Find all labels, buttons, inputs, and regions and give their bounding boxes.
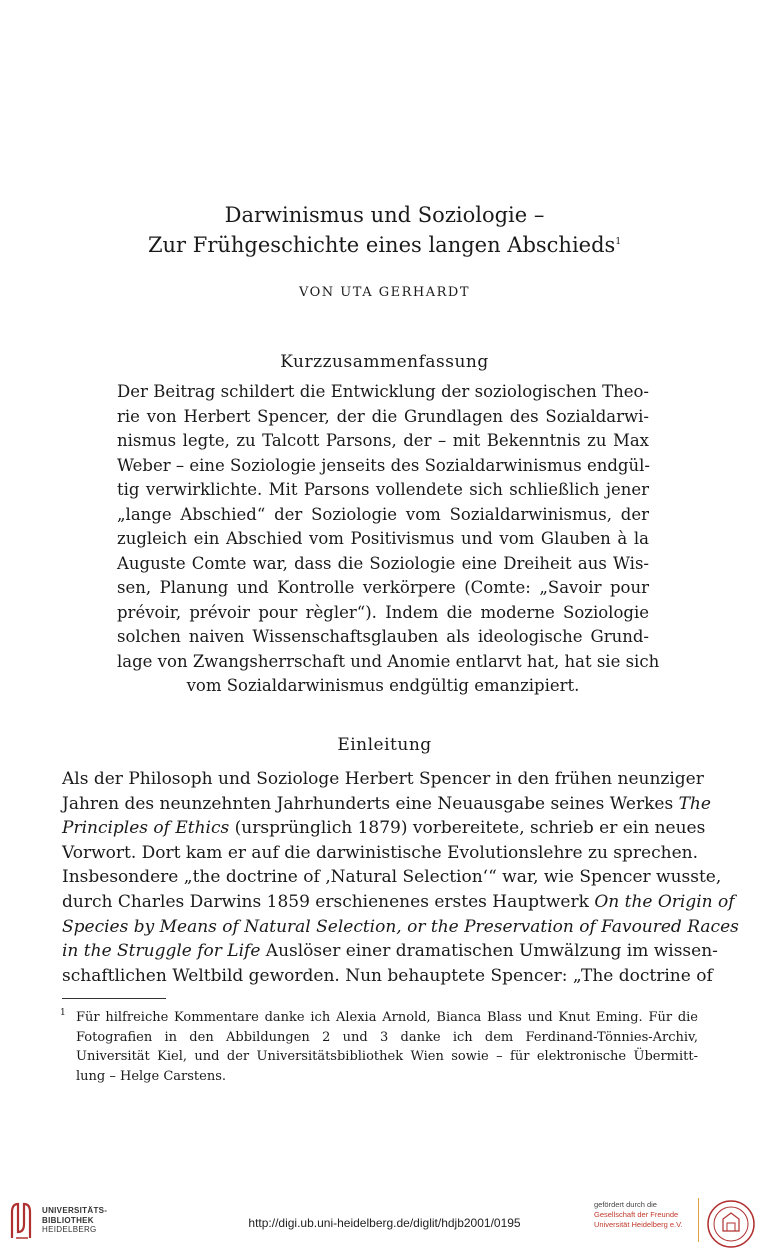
body-line: Vorwort. Dort kam er auf die darwinistische Evolutionslehre zu sprechen. [62,842,698,863]
article-title-line1: Darwinismus und Soziologie – [224,203,545,227]
university-seal-icon [706,1199,756,1249]
title-footnote-mark: 1 [615,237,622,247]
library-name: UNIVERSITÄTS- BIBLIOTHEK HEIDELBERG [42,1206,108,1234]
abstract-line: Der Beitrag schildert die Entwicklung der soziologischen Theo- [117,382,649,401]
abstract-line: zugleich ein Abschied vom Positivismus und vom Glauben à la [117,529,649,548]
introduction-heading: Einleitung [337,735,432,755]
abstract-line: lage von Zwangsherrschaft und Anomie entlarvt hat, hat sie sich [117,651,660,671]
abstract-paragraph [117,380,660,699]
article-title-line2: Zur Frühgeschichte eines langen Abschieds$^1$ [147,233,622,257]
abstract-line: rie von Herbert Spencer, der die Grundlagen des Sozialdarwi- [117,406,649,426]
footnote-divider [62,998,166,999]
footnote-line: Für hilfreiche Kommentare danke ich Alexia Arnold, Bianca Blass und Knut Eming. Für die [76,1010,698,1025]
footnote-line: Universität Kiel, und der Universitätsbibliothek Wien sowie – für elektronische Übermitt- [76,1049,698,1064]
abstract-line: vom Sozialdarwinismus endgültig emanzipiert. [186,676,580,695]
abstract-line: prévoir, prévoir pour règler“). Indem die moderne Soziologie [117,602,649,622]
body-line: durch Charles Darwins 1859 erschienenes erstes Hauptwerk On the Origin of [62,891,735,912]
footnote-line: Fotografien in den Abbildungen 2 und 3 danke ich dem Ferdinand-Tönnies-Archiv, [76,1029,698,1045]
body-line: Jahren des neunzehnten Jahrhunderts eine Neuausgabe seines Werkes The [62,793,711,814]
body-line: Principles of Ethics (ursprünglich 1879) vorbereitete, schrieb er ein neues [62,818,706,839]
introduction-paragraph [62,767,739,988]
body-line: in the Struggle for Life Auslöser einer dramatischen Umwälzung im wissen- [62,941,718,962]
footnote [62,1008,698,1086]
abstract-line: solchen naiven Wissenschaftsglauben als ideologische Grund- [117,627,649,646]
body-line: Insbesondere „the doctrine of ‚Natural Selection‘“ war, wie Spencer wusste, [62,867,722,888]
body-line: Als der Philosoph und Soziologe Herbert Spencer in den frühen neunziger [62,769,704,789]
abstract-line: nismus legte, zu Talcott Parsons, der – mit Bekenntnis zu Max [117,431,649,450]
abstract-line: sen, Planung und Kontrolle verkörpere (Comte: „Savoir pour [117,578,649,597]
footnote-mark: 1 [60,1008,66,1018]
author-byline: VON UTA GERHARDT [298,285,471,300]
abstract-line: Auguste Comte war, dass die Soziologie eine Dreiheit aus Wis- [117,553,649,573]
sponsor-credit: gefördert durch die Gesellschaft der Freunde Universität Heidelberg e.V. [594,1200,683,1229]
abstract-line: tig verwirklichte. Mit Parsons vollendete sich schließlich jener [117,480,649,499]
footnote-line: lung – Helge Carstens. [76,1068,227,1084]
sponsor-divider [698,1198,699,1242]
body-line: schaftlichen Weltbild geworden. Nun behauptete Spencer: „The doctrine of [62,965,713,986]
source-url-link[interactable]: http://digi.ub.uni-heidelberg.de/diglit/hdjb2001/0195 [248,1216,521,1230]
abstract-line: „lange Abschied“ der Soziologie vom Sozialdarwinismus, der [117,504,649,524]
body-line: Species by Means of Natural Selection, or the Preservation of Favoured Races [62,916,739,937]
abstract-heading: Kurzzusammenfassung [280,352,489,372]
abstract-line: Weber – eine Soziologie jenseits des Sozialdarwinismus endgül- [117,455,650,475]
